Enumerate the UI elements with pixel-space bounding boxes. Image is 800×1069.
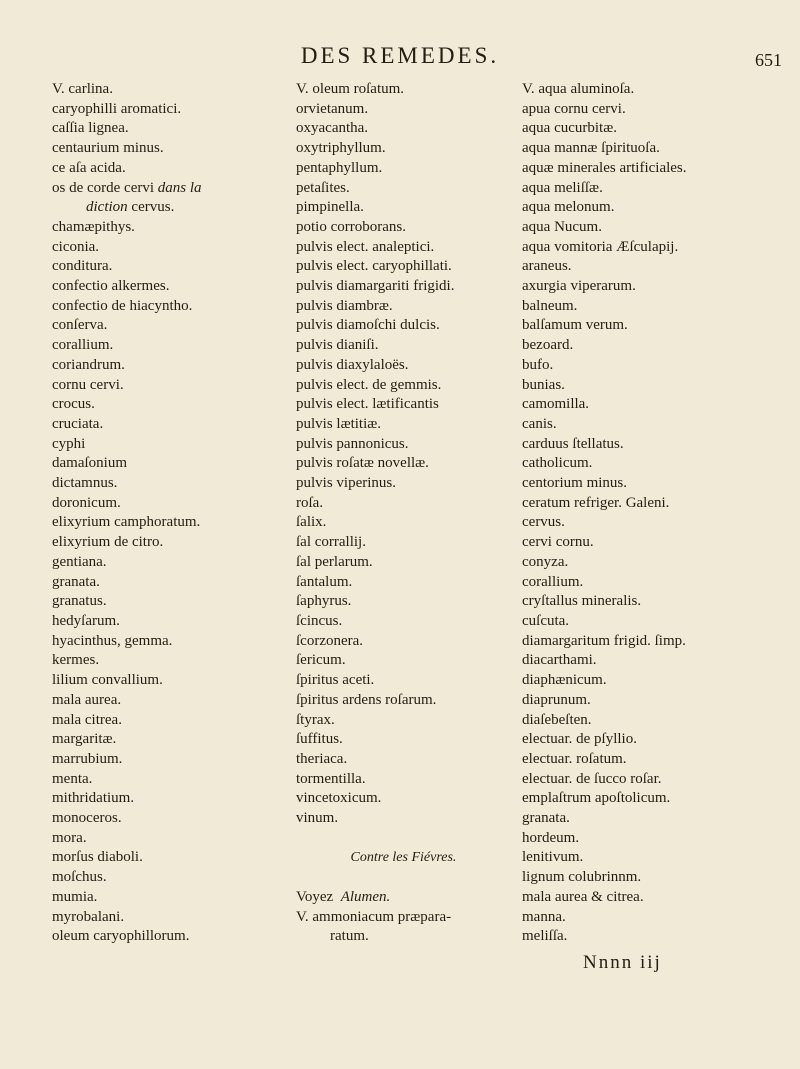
list-item: caryophilli aromatici. [52,100,182,117]
blank-line [296,868,511,888]
list-item: menta. [52,770,93,787]
list-item: crocus. [52,396,95,413]
list-item: cuſcuta. [522,612,570,629]
list-item: V. carlina. [52,81,113,97]
list-item: roſa. [296,494,324,511]
list-item: meliſſa. [522,928,568,945]
list-item: oxyacantha. [296,120,369,137]
list-item: pentaphyllum. [296,159,383,176]
list-item: granata. [522,810,570,827]
list-item: morſus diaboli. [52,849,143,866]
list-item: ſericum. [296,652,346,669]
list-item: aqua melonum. [522,199,615,216]
list-item: pulvis diambræ. [296,297,393,314]
list-item: ciconia. [52,238,100,255]
list-item-italic: Alumen. [340,888,391,905]
list-item: centaurium minus. [52,140,164,157]
list-item: aqua cucurbitæ. [522,120,617,137]
list-item: diaphænicum. [522,672,607,689]
list-item: mala aurea & citrea. [522,888,644,905]
list-item: ſaphyrus. [296,593,352,610]
list-item: electuar. de ſucco roſar. [522,770,662,787]
list-item: orvietanum. [296,100,369,117]
list-item: aqua meliſſæ. [522,179,603,196]
list-item: axurgia viperarum. [522,278,636,295]
list-item: aqua vomitoria Æſculapij. [522,238,679,255]
list-item: corallium. [522,573,584,590]
list-item: mora. [52,829,87,846]
list-item: hyacinthus, gemma. [52,632,173,649]
list-item: conditura. [52,258,113,275]
list-item: ſpiritus ardens roſarum. [296,691,437,708]
list-item: ſcorzonera. [296,632,364,649]
list-item: bufo. [522,356,554,373]
list-item: diamargaritum frigid. ſimp. [522,632,686,649]
list-item: mithridatium. [52,790,135,807]
list-item [52,198,277,218]
list-item-text: Voyez [296,888,334,905]
list-item-text: os de corde cervi [52,179,155,196]
list-item: pulvis dianiſi. [296,337,379,354]
list-item: pimpinella. [296,199,364,216]
list-item: cruciata. [52,415,104,432]
list-item: granatus. [52,593,107,610]
list-item: elixyrium camphoratum. [52,514,201,531]
list-item: tormentilla. [296,770,366,787]
list-item: coriandrum. [52,356,125,373]
list-item: V. ammoniacum præpara- [296,908,452,925]
page-number: 651 [755,50,782,70]
list-item: cryſtallus mineralis. [522,593,642,610]
list-item: vincetoxicum. [296,790,382,807]
list-item: cervus. [522,514,565,531]
list-item: carduus ſtellatus. [522,435,624,452]
list-item: electuar. de pſyllio. [522,731,637,748]
list-item: pulvis lætitiæ. [296,415,382,432]
list-item: mala citrea. [52,711,122,728]
list-item: oxytriphyllum. [296,140,386,157]
list-item: balſamum verum. [522,317,628,334]
list-item: pulvis elect. analeptici. [296,238,435,255]
list-item-italic: diction [86,199,128,216]
list-item: moſchus. [52,869,107,886]
list-item: electuar. roſatum. [522,750,627,767]
list-item: catholicum. [522,455,593,472]
list-item: petaſites. [296,179,350,196]
list-item: emplaſtrum apoſtolicum. [522,790,671,807]
list-item: pulvis viperinus. [296,475,396,492]
list-item: monoceros. [52,810,122,827]
list-item: oleum caryophillorum. [52,928,190,945]
list-item: camomilla. [522,396,590,413]
list-item: bezoard. [522,337,574,354]
list-item-italic: dans la [157,179,202,196]
list-item: margaritæ. [52,731,117,748]
list-item: vinum. [296,810,339,827]
list-item: caſſia lignea. [52,120,129,137]
list-item: kermes. [52,652,100,669]
list-item: pulvis elect. de gemmis. [296,376,442,393]
list-item: marrubium. [52,750,123,767]
list-item: ſal corrallij. [296,534,366,551]
remedy-column-3 [522,80,752,947]
list-item: mala aurea. [52,691,122,708]
section-heading: Contre les Fiévres. [350,850,457,866]
list-item: corallium. [52,337,114,354]
list-item: confectio de hiacyntho. [52,297,193,314]
list-item [52,179,277,199]
list-item: ſal perlarum. [296,553,373,570]
list-item: pulvis diaxylaloës. [296,356,409,373]
list-item: hedyſarum. [52,612,120,629]
list-item: ſantalum. [296,573,353,590]
list-item: lilium convallium. [52,672,163,689]
list-item: cervi cornu. [522,534,594,551]
list-item: damaſonium [52,455,127,472]
list-item: canis. [522,415,557,432]
list-item: pulvis elect. lætificantis [296,396,439,413]
list-item: pulvis diamoſchi dulcis. [296,317,440,334]
list-item: conſerva. [52,317,108,334]
signature-mark: Nnnn iij [583,952,662,973]
list-item: V. aqua aluminoſa. [522,81,635,97]
list-item: dictamnus. [52,475,118,492]
remedy-column-1 [52,80,277,947]
list-item: cornu cervi. [52,376,124,393]
list-item: pulvis pannonicus. [296,435,409,452]
remedy-column-2 [296,80,511,947]
list-item: ſpiritus aceti. [296,672,375,689]
list-item: diaprunum. [522,691,591,708]
list-item: diacarthami. [522,652,597,669]
list-item: chamæpithys. [52,218,135,235]
list-item: apua cornu cervi. [522,100,626,117]
page-title: DES REMEDES. [300,43,500,68]
list-item: diaſebeſten. [522,711,592,728]
list-item: V. oleum roſatum. [296,81,405,97]
list-item: aqua Nucum. [522,218,602,235]
list-item: ſtyrax. [296,711,335,728]
list-item: elixyrium de citro. [52,534,164,551]
list-item: theriaca. [296,750,348,767]
list-item: ſalix. [296,514,327,531]
list-item: ce aſa acida. [52,159,126,176]
list-item: ratum. [330,928,369,945]
list-item: pulvis roſatæ novellæ. [296,455,429,472]
list-item: araneus. [522,258,572,275]
list-item: lenitivum. [522,849,584,866]
list-item: cyphi [52,435,86,452]
list-item: confectio alkermes. [52,278,170,295]
list-item: mumia. [52,888,98,905]
list-item: bunias. [522,376,565,393]
list-item: conyza. [522,553,569,570]
list-item: pulvis diamargariti frigidi. [296,278,455,295]
list-item: ſcincus. [296,612,343,629]
list-item: manna. [522,908,566,925]
list-item: lignum colubrinnm. [522,869,642,886]
list-item: aqua mannæ ſpirituoſa. [522,140,660,157]
list-item: centorium minus. [522,475,627,492]
list-item: gentiana. [52,553,107,570]
list-item: granata. [52,573,100,590]
list-item: ceratum refriger. Galeni. [522,494,670,511]
list-item: aquæ minerales artificiales. [522,159,687,176]
list-item: ſuffitus. [296,731,343,748]
list-item [296,888,511,908]
list-item-text: cervus. [131,199,175,216]
list-item: hordeum. [522,829,580,846]
blank-line [296,829,511,849]
list-item: balneum. [522,297,578,314]
list-item: potio corroborans. [296,218,406,235]
list-item: doronicum. [52,494,121,511]
list-item: myrobalani. [52,908,125,925]
list-item: pulvis elect. caryophillati. [296,258,452,275]
